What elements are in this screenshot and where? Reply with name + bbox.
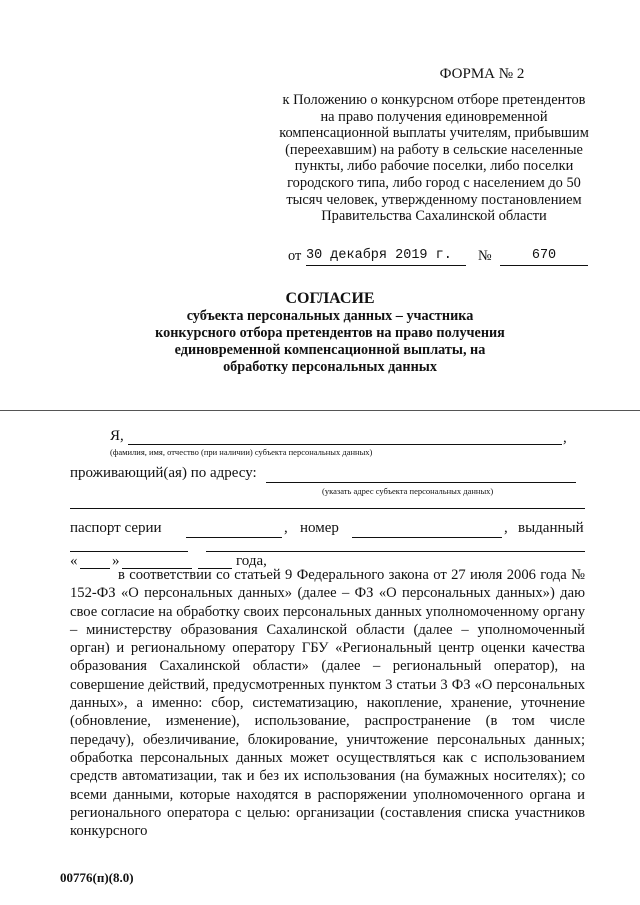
issued-by-field-a[interactable] (70, 551, 188, 552)
address-label: проживающий(ая) по адресу: (70, 465, 257, 481)
address-field[interactable] (266, 482, 576, 483)
year-label: года, (236, 553, 267, 569)
document-subtitle: субъекта персональных данных – участника конкурсного отбора претендентов на право получения единовременной компенсационной выплаты, на обработку персональных данных (155, 308, 505, 375)
passport-comma: , (284, 520, 288, 536)
passport-number-field[interactable] (352, 537, 502, 538)
passport-number-label: номер (300, 520, 339, 536)
resolution-date-line (288, 248, 588, 268)
resolution-date: 30 декабря 2019 г. (306, 248, 466, 266)
number-sign: № (478, 248, 492, 264)
consent-paragraph: в соответствии со статьей 9 Федерального закона от 27 июля 2006 года № 152-ФЗ «О персональных данных» (далее – ФЗ «О персональных данных») даю свое согласие на обработку своих персональных данных уполномоченному органу – министерству образования Сахалинской области (далее – уполномоченный орган) и региональному оператору ГБУ «Региональный центр оценки качества образования Сахалинской области» (далее – региональный оператор), на совершение действий, предусмотренных пунктом 3 статьи 3 ФЗ «О персональных данных», а именно: сбор, систематизацию, накопление, хранение, уточнение (обновление, изменение), использование, распространение (в том числе передачу), обезличивание, блокирование, уничтожение персональных данных; обработка персональных данных может осуществляться как с использованием средств автоматизации, так и без их использования (на бумажных носителях); со всеми данными, которые находятся в распоряжении уполномоченного органа и регионального оператора с целью: организации (составления списка участников конкурсного (70, 567, 585, 840)
i-label: Я, (110, 428, 124, 444)
resolution-number: 670 (500, 248, 588, 266)
quote-open: « (70, 553, 78, 569)
consent-body (70, 566, 585, 840)
document-title: СОГЛАСИЕ (285, 290, 375, 307)
passport-number-comma: , (504, 520, 508, 536)
fio-hint: (фамилия, имя, отчество (при наличии) субъекта персональных данных) (110, 447, 373, 457)
divider (0, 410, 640, 411)
form-number: ФОРМА № 2 (439, 66, 525, 82)
annotation: к Положению о конкурсном отборе претендентов на право получения единовременной компенсационной выплаты учителям, прибывшим (переехавшим) на работу в сельские населенные пункты, либо рабочие поселки, либо поселки городского типа, либо город с населением до 50 тысяч человек, утвержденному постановлением Правительства Сахалинской области (279, 92, 589, 225)
address-hint: (указать адрес субъекта персональных данных) (322, 486, 494, 496)
document-code: 00776(п)(8.0) (60, 870, 134, 885)
quote-close: » (112, 553, 120, 569)
fio-comma: , (563, 430, 567, 446)
issued-label: выданный (518, 520, 584, 536)
passport-label: паспорт серии (70, 520, 162, 536)
fio-field[interactable] (128, 444, 562, 445)
issued-by-field-b[interactable] (206, 551, 585, 552)
address-field-line2[interactable] (70, 508, 585, 509)
passport-series-field[interactable] (186, 537, 282, 538)
date-prefix: от (288, 248, 302, 264)
